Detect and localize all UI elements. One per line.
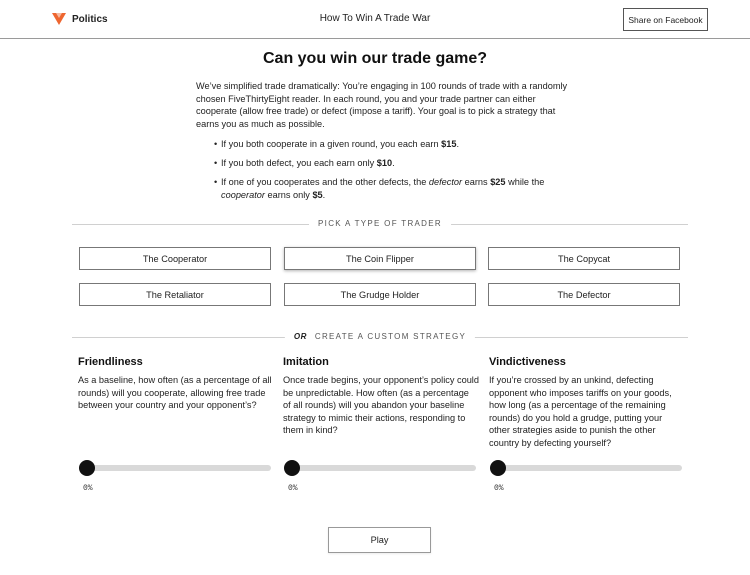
strategy-vindictiveness	[489, 356, 685, 450]
custom-strategy-label: OR CREATE A CUSTOM STRATEGY	[285, 331, 475, 343]
strategy-imitation	[283, 356, 479, 437]
slider-track[interactable]	[284, 465, 476, 471]
trader-button-coin-flipper[interactable]: The Coin Flipper	[284, 247, 476, 270]
imitation-slider[interactable]	[284, 460, 476, 476]
custom-strategy-divider	[72, 331, 688, 343]
trader-button-grudge-holder[interactable]: The Grudge Holder	[284, 283, 476, 306]
strategy-title: Vindictiveness	[489, 356, 566, 368]
rule-item: • If one of you cooperates and the other defects, the defector earns $25 while the cooperator earns only $5.	[214, 176, 574, 201]
or-label: OR	[293, 332, 307, 341]
page-heading: How To Win A Trade War	[319, 13, 431, 24]
vindictiveness-value: 0%	[494, 484, 504, 493]
rule-item: • If you both defect, you each earn only $10.	[214, 157, 574, 170]
strategy-title: Friendliness	[78, 356, 143, 368]
trader-button-defector[interactable]: The Defector	[488, 283, 680, 306]
pick-trader-label: PICK A TYPE OF TRADER	[309, 218, 451, 230]
slider-thumb[interactable]	[284, 460, 300, 476]
rule-item: • If you both cooperate in a given round, you each earn $15.	[214, 138, 574, 151]
share-on-facebook-button[interactable]: Share on Facebook	[623, 8, 708, 31]
slider-thumb[interactable]	[490, 460, 506, 476]
strategy-description: As a baseline, how often (as a percentage of all rounds) will you cooperate, allowing free trade between your country and your opponent’s?	[78, 375, 272, 411]
strategy-friendliness	[78, 356, 274, 412]
brand-label: Politics	[72, 13, 108, 25]
trader-button-retaliator[interactable]: The Retaliator	[79, 283, 271, 306]
slider-track[interactable]	[490, 465, 682, 471]
slider-thumb[interactable]	[79, 460, 95, 476]
friendliness-value: 0%	[83, 484, 93, 493]
trader-button-cooperator[interactable]: The Cooperator	[79, 247, 271, 270]
friendliness-slider[interactable]	[79, 460, 271, 476]
imitation-value: 0%	[288, 484, 298, 493]
trader-button-copycat[interactable]: The Copycat	[488, 247, 680, 270]
play-button[interactable]: Play	[328, 527, 431, 553]
strategy-title: Imitation	[283, 356, 329, 368]
slider-track[interactable]	[79, 465, 271, 471]
top-bar	[0, 0, 750, 39]
strategy-description: Once trade begins, your opponent’s policy could be unpredictable. How often (as a percentage of all rounds) will you abandon your baseline strategy to mimic their actions, responding to them in kind?	[283, 375, 479, 436]
intro-paragraph: We’ve simplified trade dramatically: You’re engaging in 100 rounds of trade with a randomly chosen FiveThirtyEight reader. In each round, you and your trade partner can either cooperate (allow free trade) or defect (impose a tariff). Your goal is to pick a strategy that earns you as much as possible.	[196, 81, 568, 129]
pick-trader-divider	[72, 218, 688, 230]
strategy-description: If you’re crossed by an unkind, defecting opponent who imposes tariffs on your goods, how long (as a percentage of the remaining rounds) do you hold a grudge, putting your other strategies aside to punish the other country by defecting yourself?	[489, 375, 672, 448]
page-title: Can you win our trade game?	[262, 50, 488, 67]
rules-list	[214, 138, 574, 208]
vindictiveness-slider[interactable]	[490, 460, 682, 476]
